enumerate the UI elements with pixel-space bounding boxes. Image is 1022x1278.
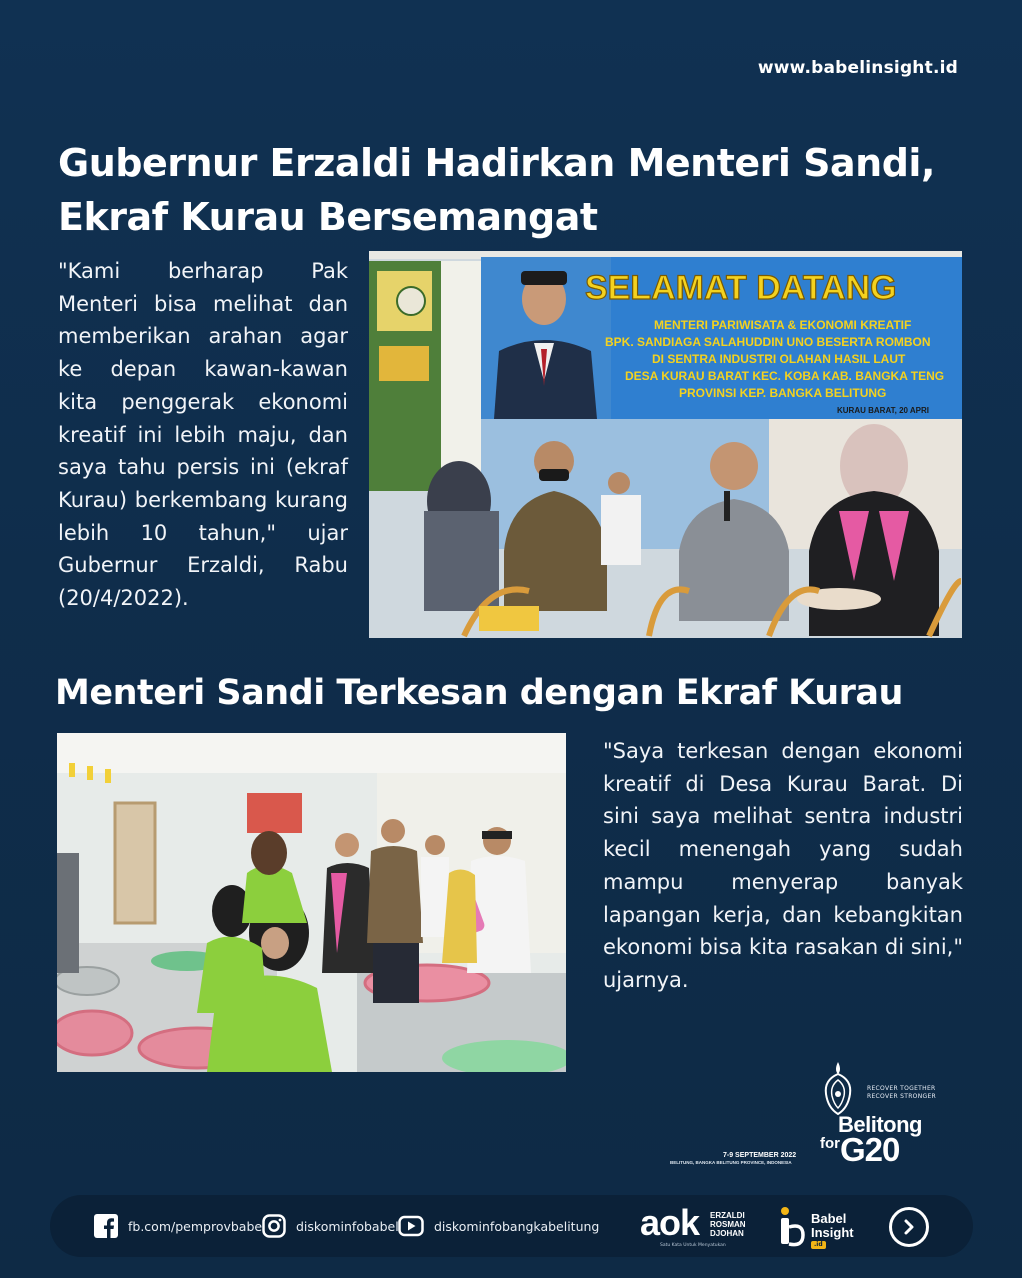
headline-line-1: Gubernur Erzaldi Hadirkan Menteri Sandi, xyxy=(58,141,935,185)
photo-minister-visit xyxy=(369,251,962,638)
instagram-handle: diskominfobabel xyxy=(296,1218,399,1234)
youtube-link[interactable] xyxy=(398,1212,599,1240)
g20-place: BELITUNG, BANGKA BELITUNG PROVINCE, INDONESIA xyxy=(670,1160,792,1165)
g20-for: for xyxy=(820,1135,840,1152)
babel-insight-text xyxy=(811,1212,854,1240)
g20-title: Belitong xyxy=(838,1112,922,1137)
g20-big: G20 xyxy=(840,1131,900,1168)
youtube-icon xyxy=(398,1215,424,1237)
facebook-link[interactable] xyxy=(94,1212,266,1240)
aok-name-2: ROSMAN xyxy=(710,1220,746,1229)
banner-line-4: DESA KURAU BARAT KEC. KOBA KAB. BANGKA TENG xyxy=(625,369,945,383)
g20-tagline-1: RECOVER TOGETHER xyxy=(867,1085,936,1092)
chevron-right-icon xyxy=(900,1218,918,1236)
babel-insight-logo xyxy=(777,1203,867,1251)
quote-governor: "Kami berharap Pak Menteri bisa melihat dan memberikan arahan agar ke depan kawan-kawan kita penggerak ekonomi kreatif ini lebih maju, dan saya tahu persis ini (ekraf Kurau) berkembang kurang lebih 10 tahun," ujar Gubernur Erzaldi, Rabu (20/4/2022). xyxy=(58,259,348,611)
instagram-link[interactable] xyxy=(262,1212,399,1240)
aok-name-1: ERZALDI xyxy=(710,1211,745,1220)
banner-line-5: PROVINSI KEP. BANGKA BELITUNG xyxy=(679,386,887,400)
site-url[interactable]: www.babelinsight.id xyxy=(757,58,958,78)
g20-logo xyxy=(668,1060,958,1175)
bi-line-2: Insight xyxy=(811,1225,854,1240)
subheadline: Menteri Sandi Terkesan dengan Ekraf Kurau xyxy=(55,673,903,713)
aok-tagline: Satu Kata Untuk Menyatukan xyxy=(660,1243,726,1248)
bi-line-1: Babel xyxy=(811,1211,847,1226)
aok-logo xyxy=(640,1203,765,1251)
youtube-handle: diskominfobangkabelitung xyxy=(434,1218,600,1234)
headline xyxy=(58,136,978,244)
aok-names xyxy=(710,1211,746,1238)
banner-line-3: DI SENTRA INDUSTRI OLAHAN HASIL LAUT xyxy=(652,352,906,366)
banner-line-2: BPK. SANDIAGA SALAHUDDIN UNO BESERTA ROMBON xyxy=(605,335,931,349)
photo-production-room xyxy=(57,733,566,1072)
g20-date: 7-9 SEPTEMBER 2022 xyxy=(723,1152,797,1159)
banner-line-1: MENTERI PARIWISATA & EKONOMI KREATIF xyxy=(654,318,912,332)
quote-minister: "Saya terkesan dengan ekonomi kreatif di Desa Kurau Barat. Di sini saya melihat sentra industri kecil menengah yang sudah mampu menyerap banyak lapangan kerja, dan kebangkitan ekonomi bisa kita rasakan di sini," ujarnya. xyxy=(603,739,963,992)
facebook-handle: fb.com/pemprovbabel xyxy=(128,1218,266,1234)
aok-name-3: DJOHAN xyxy=(710,1229,744,1238)
instagram-icon xyxy=(262,1214,286,1238)
headline-line-2: Ekraf Kurau Bersemangat xyxy=(58,195,598,239)
banner-date: KURAU BARAT, 20 APRI xyxy=(837,406,930,415)
g20-tagline xyxy=(867,1085,936,1101)
next-button[interactable] xyxy=(889,1207,929,1247)
aok-wordmark: aok xyxy=(640,1202,700,1243)
g20-tagline-2: RECOVER STRONGER xyxy=(867,1093,937,1100)
banner-title-text: SELAMAT DATANG xyxy=(585,269,897,307)
facebook-icon xyxy=(94,1214,118,1238)
bi-badge: .id xyxy=(811,1241,826,1249)
g20-emblem-icon xyxy=(820,1060,856,1116)
footer-bar xyxy=(50,1195,973,1257)
babel-insight-icon xyxy=(777,1205,807,1249)
